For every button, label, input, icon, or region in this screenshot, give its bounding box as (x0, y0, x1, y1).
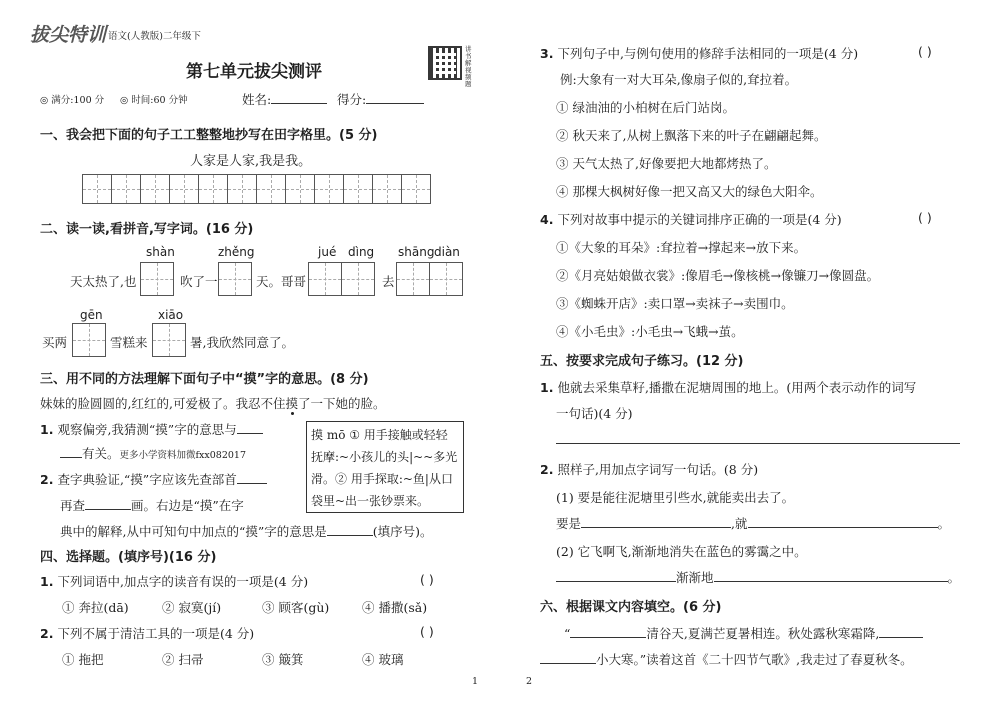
section1-heading: 一、我会把下面的句子工工整整地抄写在田字格里。(5 分) (40, 128, 378, 143)
q5-2-example1: (1) 要是能往泥塘里引些水,就能卖出去了。 (556, 490, 795, 505)
word-text-5: 买两 (42, 335, 68, 350)
q4-3-opt3[interactable]: ③ 天气太热了,好像要把大地都烤热了。 (556, 156, 777, 171)
q5-2-fill1-start: 要是 (556, 516, 582, 531)
q4-2-answer[interactable]: ( ) (420, 624, 434, 639)
q6-text1: 清谷天,夏满芒夏暑相连。秋处露秋寒霜降, (646, 626, 880, 641)
sentence-part-a: 妹妹的脸圆圆的,红红的,可爱极了。我忍不住 (40, 396, 286, 411)
pinyin-xiao: xiāo (158, 308, 184, 322)
q5-2-text: 照样子,用加点字词写一句话。(8 分) (557, 462, 759, 477)
q4-1-answer[interactable]: ( ) (420, 572, 434, 587)
q4-1-text: 下列词语中,加点字的读音有误的一项是(4 分) (57, 574, 309, 589)
q3-2-b: 再查 (60, 498, 86, 513)
pinyin-shan: shàn (146, 245, 175, 259)
char-box-zheng[interactable] (218, 262, 252, 296)
full-score: ◎ 满分:100 分 (40, 95, 105, 106)
q4-2-opt1[interactable]: ① 拖把 (62, 652, 104, 667)
page-number-right: 2 (526, 676, 533, 687)
q5-1-line2: 一句话)(4 分) (556, 406, 633, 421)
q4-3-example: 例:大象有一对大耳朵,像扇子似的,耷拉着。 (560, 72, 798, 87)
section6-heading: 六、根据课文内容填空。(6 分) (540, 600, 722, 615)
q5-2-example2: (2) 它飞啊飞,渐渐地消失在蓝色的雾霭之中。 (556, 544, 807, 559)
pinyin-shang: shāng (398, 245, 435, 259)
word-text-6: 雪糕来 (110, 335, 148, 350)
q3-1-tail: 有关。 (82, 446, 120, 461)
q3-2-text: 查字典验证,“摸”字应该先查部首 (57, 472, 237, 487)
q6-text2: 小大寒。”读着这首《二十四节气歌》,我走过了春夏秋冬。 (596, 652, 913, 667)
char-box-ding[interactable] (341, 262, 375, 296)
page-title: 第七单元拔尖测评 (186, 62, 322, 82)
section5-heading: 五、按要求完成句子练习。(12 分) (540, 354, 744, 369)
char-box-xiao[interactable] (152, 323, 186, 357)
q4-3-opt4[interactable]: ④ 那棵大枫树好像一把又高又大的绿色大阳伞。 (556, 184, 823, 199)
q4-4-text: 下列对故事中提示的关键词排序正确的一项是(4 分) (557, 212, 842, 227)
q3-2-line1: 2. 查字典验证,“摸”字应该先查部首 (40, 470, 267, 488)
section4-heading: 四、选择题。(填序号)(16 分) (40, 550, 217, 565)
dotted-char-mo: 摸 (285, 396, 298, 411)
pinyin-ding: dìng (348, 245, 375, 259)
q4-4-opt4[interactable]: ④《小毛虫》:小毛虫→飞蛾→茧。 (556, 324, 744, 339)
q4-2: 2. 下列不属于清洁工具的一项是(4 分) (40, 626, 255, 641)
q4-1-opt4[interactable]: ④ 播撒(sǎ) (362, 600, 428, 615)
q4-2-opt2[interactable]: ② 扫帚 (162, 652, 204, 667)
q5-1-answer-line[interactable] (556, 443, 960, 444)
page-number-left: 1 (472, 676, 479, 687)
q5-1-line1: 1. 他就去采集草籽,播撒在泥塘周围的地上。(用两个表示动作的词写 (540, 380, 917, 395)
q5-2: 2. 照样子,用加点字词写一句话。(8 分) (540, 462, 759, 477)
q6-line1[interactable] (564, 624, 923, 642)
q4-4-opt3[interactable]: ③《蜘蛛开店》:卖口罩→卖袜子→卖围巾。 (556, 296, 794, 311)
q4-4: 4. 下列对故事中提示的关键词排序正确的一项是(4 分) (540, 212, 842, 227)
q4-3-answer[interactable]: ( ) (918, 44, 932, 59)
char-box-shang[interactable] (396, 262, 430, 296)
score-field[interactable] (337, 90, 424, 108)
target-sentence (40, 394, 385, 412)
q4-3-opt2[interactable]: ② 秋天来了,从树上飘落下来的叶子在翩翩起舞。 (556, 128, 827, 143)
name-label: 姓名: (242, 92, 272, 107)
promo-text: 更多小学资料加微fxx082017 (119, 450, 247, 461)
q5-1-text: 他就去采集草籽,播撒在泥塘周围的地上。(用两个表示动作的词写 (557, 380, 917, 395)
name-field[interactable] (242, 90, 327, 108)
copy-grid[interactable] (82, 174, 430, 204)
q4-2-text: 下列不属于清洁工具的一项是(4 分) (57, 626, 255, 641)
q4-3: 3. 下列句子中,与例句使用的修辞手法相同的一项是(4 分) (540, 46, 859, 61)
copy-sentence: 人家是人家,我是我。 (190, 154, 312, 169)
time-limit: ◎ 时间:60 分钟 (120, 95, 188, 106)
q3-2-c: 画。右边是“摸”在字 (131, 498, 244, 513)
qr-code[interactable] (428, 46, 462, 80)
q5-2-fill1-mid: ,就 (731, 516, 748, 531)
q4-1-opt1[interactable]: ① 奔拉(dā) (62, 600, 129, 615)
q6-open-quote: “ (564, 626, 571, 641)
pinyin-zheng: zhěng (218, 245, 255, 259)
word-text-2: 吹了一 (180, 274, 218, 289)
char-box-jue[interactable] (308, 262, 342, 296)
char-box-dian[interactable] (429, 262, 463, 296)
q4-1-opt3[interactable]: ③ 顾客(gù) (262, 600, 330, 615)
section3-heading: 三、用不同的方法理解下面句子中“摸”字的意思。(8 分) (40, 372, 369, 387)
q4-4-answer[interactable]: ( ) (918, 210, 932, 225)
q4-2-opt3[interactable]: ③ 簸箕 (262, 652, 304, 667)
score-label: 得分: (337, 92, 367, 107)
pinyin-gen: gēn (80, 308, 103, 322)
section2-heading: 二、读一读,看拼音,写字词。(16 分) (40, 222, 254, 237)
q3-2-line2 (60, 496, 244, 514)
q4-4-opt1[interactable]: ①《大象的耳朵》:耷拉着→撑起来→放下来。 (556, 240, 807, 255)
q3-1-line1: 1. 观察偏旁,我猜测“摸”字的意思与 (40, 420, 263, 438)
q4-1-opt2[interactable]: ② 寂寞(jí) (162, 600, 222, 615)
sentence-part-b: 了一下她的脸。 (297, 396, 386, 411)
char-box-gen[interactable] (72, 323, 106, 357)
brand-logo: 拔尖特训 (30, 24, 107, 46)
book-subtitle: 语文(人教版)二年级下 (108, 31, 201, 42)
qr-caption: 讲书解视频题 (465, 45, 472, 88)
word-text-7: 暑,我欣然同意了。 (190, 335, 294, 350)
word-text-1: 天太热了,也 (70, 274, 137, 289)
q3-2-d: 典中的解释,从中可知句中加点的“摸”字的意思是 (60, 524, 327, 539)
word-text-4: 去 (382, 274, 395, 289)
word-text-3: 天。哥哥 (256, 274, 307, 289)
dictionary-box: 摸 mō ① 用手接触或轻轻抚摩:~小孩儿的头|~~多光滑。② 用手探取:~鱼|从口袋里~出一张钞票来。 (306, 421, 464, 513)
q4-3-opt1[interactable]: ① 绿油油的小柏树在后门站岗。 (556, 100, 735, 115)
pinyin-jue: jué (318, 245, 337, 259)
q3-2-line3 (60, 522, 433, 540)
pinyin-dian: diàn (434, 245, 460, 259)
q5-2-fill2-word: 渐渐地 (676, 570, 714, 585)
q4-3-text: 下列句子中,与例句使用的修辞手法相同的一项是(4 分) (557, 46, 859, 61)
q4-2-opt4[interactable]: ④ 玻璃 (362, 652, 404, 667)
q5-2-fill1[interactable]: 要是 ,就 。 (556, 516, 951, 531)
q6-line2[interactable] (540, 650, 913, 668)
q4-4-opt2[interactable]: ②《月亮姑娘做衣裳》:像眉毛→像核桃→像镰刀→像圆盘。 (556, 268, 880, 283)
q3-1-text: 观察偏旁,我猜测“摸”字的意思与 (57, 422, 237, 437)
char-box-shan[interactable] (140, 262, 174, 296)
q4-1: 1. 下列词语中,加点字的读音有误的一项是(4 分) (40, 574, 309, 589)
q3-2-e: (填序号)。 (372, 524, 433, 539)
q3-1-line2 (60, 444, 246, 462)
q5-2-fill2[interactable]: 渐渐地 。 (556, 568, 960, 586)
